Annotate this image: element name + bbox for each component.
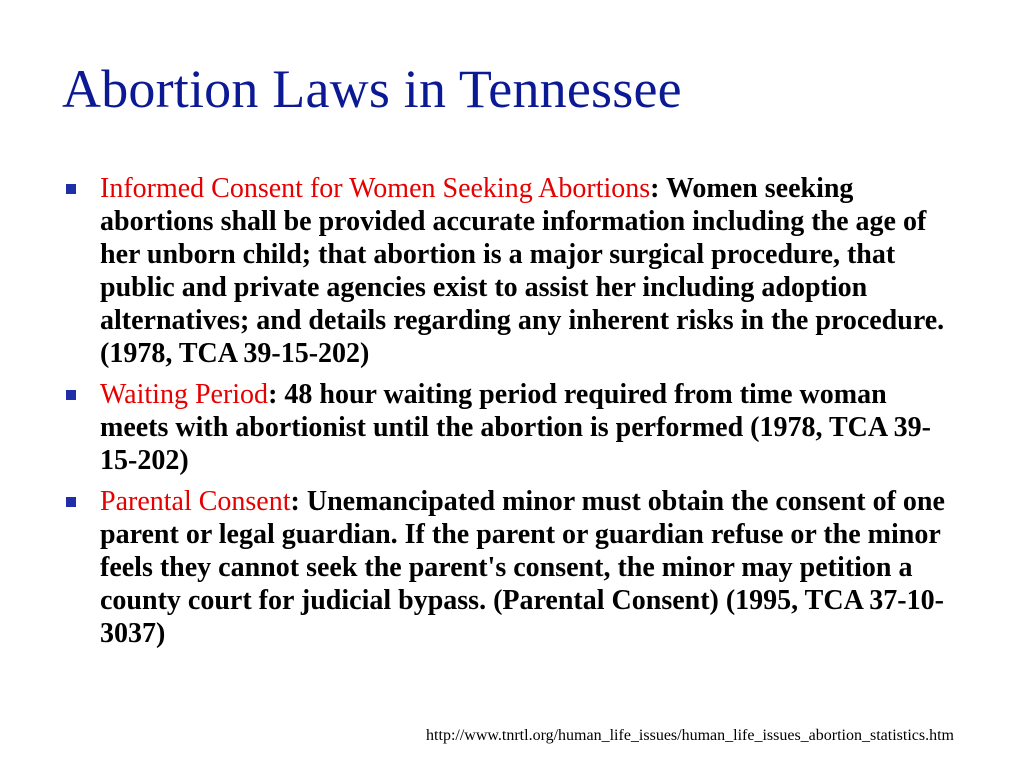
bullet-separator: : — [650, 173, 660, 204]
bullet-separator: : — [290, 486, 300, 517]
bullet-item-parental-consent — [62, 485, 962, 650]
square-bullet-icon — [66, 184, 76, 194]
bullet-item-waiting-period — [62, 378, 962, 477]
square-bullet-icon — [66, 390, 76, 400]
square-bullet-icon — [66, 497, 76, 507]
bullet-text: 48 hour waiting period required from time woman meets with abortionist until the abortion is performed (1978, TCA 39-15-202) — [100, 379, 931, 476]
bullet-term: Waiting Period — [100, 379, 269, 410]
slide-title: Abortion Laws in Tennessee — [62, 59, 682, 119]
bullet-term: Parental Consent — [100, 486, 291, 517]
bullet-separator: : — [268, 379, 278, 410]
bullet-text: Unemancipated minor must obtain the consent of one parent or legal guardian. If the parent or guardian refuse or the minor feels they cannot seek the parent's consent, the minor may petition a county court for judicial bypass. (Parental Consent) (1995, TCA 37-10-3037) — [100, 486, 945, 649]
source-url[interactable]: http://www.tnrtl.org/human_life_issues/human_life_issues_abortion_statistics.htm — [426, 727, 954, 744]
bullet-list — [62, 172, 962, 658]
bullet-text: Women seeking abortions shall be provided accurate information including the age of her unborn child; that abortion is a major surgical procedure, that public and private agencies exist to assist her including adoption alternatives; and details regarding any inherent risks in the procedure. (1978, TCA 39-15-202) — [100, 173, 945, 369]
bullet-term: Informed Consent for Women Seeking Abortions — [100, 173, 651, 204]
bullet-item-informed-consent — [62, 172, 962, 370]
